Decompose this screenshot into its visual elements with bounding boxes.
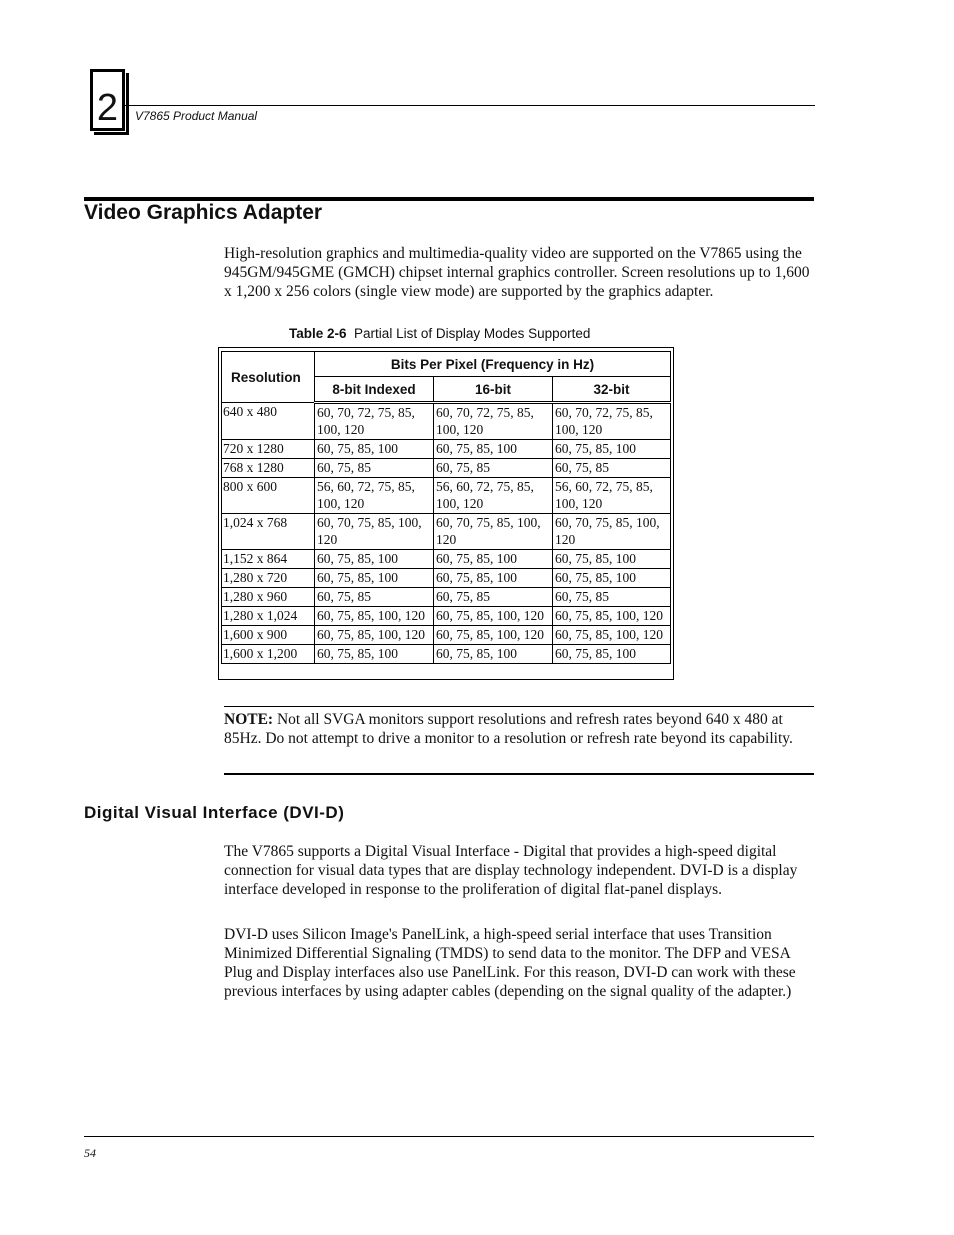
header-rule (125, 105, 815, 106)
cell-8bit: 60, 70, 75, 85, 100, 120 (315, 514, 434, 550)
table-row (222, 478, 671, 514)
cell-32bit: 60, 75, 85 (553, 588, 671, 607)
section-title: Video Graphics Adapter (84, 201, 323, 224)
column-header-8bit: 8-bit Indexed (315, 377, 434, 403)
cell-resolution: 1,280 x 720 (222, 569, 315, 588)
intro-paragraph: High-resolution graphics and multimedia-quality video are supported on the V7865 using the 945GM/945GME (GMCH) chipset internal graphics controller. Screen resolutions up to 1,600 x 1,200 x 256 colors (single view mode) are supported by the graphics adapter. (224, 245, 810, 300)
table-row (222, 588, 671, 607)
table-caption (289, 326, 590, 341)
cell-16bit: 60, 75, 85 (434, 459, 553, 478)
cell-16bit: 60, 75, 85, 100 (434, 440, 553, 459)
cell-8bit: 60, 75, 85, 100 (315, 569, 434, 588)
cell-8bit: 60, 75, 85 (315, 588, 434, 607)
column-header-32bit: 32-bit (553, 377, 671, 403)
column-group-header: Bits Per Pixel (Frequency in Hz) (315, 352, 671, 377)
column-header-16bit: 16-bit (434, 377, 553, 403)
cell-resolution: 640 x 480 (222, 403, 315, 440)
cell-8bit: 56, 60, 72, 75, 85, 100, 120 (315, 478, 434, 514)
note-rule-bottom (224, 773, 814, 775)
cell-resolution: 1,600 x 900 (222, 626, 315, 645)
cell-16bit: 60, 70, 72, 75, 85, 100, 120 (434, 403, 553, 440)
cell-32bit: 60, 70, 75, 85, 100, 120 (553, 514, 671, 550)
cell-16bit: 60, 70, 75, 85, 100, 120 (434, 514, 553, 550)
cell-resolution: 768 x 1280 (222, 459, 315, 478)
table-body (222, 403, 671, 664)
cell-16bit: 60, 75, 85, 100 (434, 550, 553, 569)
cell-32bit: 60, 75, 85, 100 (553, 645, 671, 664)
cell-8bit: 60, 70, 72, 75, 85, 100, 120 (315, 403, 434, 440)
subsection-title: Digital Visual Interface (DVI-D) (84, 803, 345, 822)
cell-8bit: 60, 75, 85, 100 (315, 440, 434, 459)
table-caption-label: Table 2-6 (289, 326, 347, 341)
cell-resolution: 800 x 600 (222, 478, 315, 514)
manual-title: V7865 Product Manual (135, 109, 258, 123)
cell-32bit: 60, 75, 85, 100 (553, 550, 671, 569)
page-number: 54 (84, 1146, 96, 1160)
note-rule-top (224, 706, 814, 707)
cell-16bit: 56, 60, 72, 75, 85, 100, 120 (434, 478, 553, 514)
cell-8bit: 60, 75, 85, 100, 120 (315, 626, 434, 645)
table-row (222, 459, 671, 478)
dvi-paragraph-2: DVI-D uses Silicon Image's PanelLink, a high-speed serial interface that uses Transition Minimized Differential Signaling (TMDS) to send data to the monitor. The DFP and VESA Plug and Display interfaces also use PanelLink. For this reason, DVI-D can work with these previous interfaces by using adapter cables (depending on the signal quality of the adapter.) (224, 926, 796, 1000)
cell-32bit: 60, 75, 85, 100 (553, 569, 671, 588)
table-row (222, 514, 671, 550)
column-header-resolution: Resolution (222, 352, 315, 403)
table-row (222, 403, 671, 440)
cell-32bit: 60, 75, 85, 100, 120 (553, 607, 671, 626)
cell-32bit: 60, 75, 85, 100 (553, 440, 671, 459)
chapter-number: 2 (96, 87, 119, 129)
footer-rule (84, 1136, 814, 1137)
table-row (222, 550, 671, 569)
cell-16bit: 60, 75, 85, 100, 120 (434, 607, 553, 626)
cell-8bit: 60, 75, 85, 100 (315, 645, 434, 664)
cell-resolution: 1,280 x 1,024 (222, 607, 315, 626)
cell-resolution: 720 x 1280 (222, 440, 315, 459)
cell-16bit: 60, 75, 85, 100 (434, 645, 553, 664)
cell-32bit: 60, 75, 85, 100, 120 (553, 626, 671, 645)
note-text: Not all SVGA monitors support resolutions and refresh rates beyond 640 x 480 at 85Hz. Do not attempt to drive a monitor to a resolution or refresh rate beyond its capability. (224, 711, 793, 747)
cell-32bit: 60, 70, 72, 75, 85, 100, 120 (553, 403, 671, 440)
cell-16bit: 60, 75, 85, 100, 120 (434, 626, 553, 645)
table-row (222, 626, 671, 645)
table-row (222, 440, 671, 459)
cell-8bit: 60, 75, 85 (315, 459, 434, 478)
cell-32bit: 56, 60, 72, 75, 85, 100, 120 (553, 478, 671, 514)
chapter-tab (90, 69, 125, 131)
table-row (222, 645, 671, 664)
cell-16bit: 60, 75, 85, 100 (434, 569, 553, 588)
table-caption-text: Partial List of Display Modes Supported (354, 326, 591, 341)
note (224, 710, 814, 748)
cell-resolution: 1,152 x 864 (222, 550, 315, 569)
cell-8bit: 60, 75, 85, 100 (315, 550, 434, 569)
table-row (222, 569, 671, 588)
display-modes-table (221, 351, 671, 664)
dvi-paragraph-1: The V7865 supports a Digital Visual Interface - Digital that provides a high-speed digital connection for visual data types that are display technology independent. DVI-D is a display interface developed in response to the proliferation of digital flat-panel displays. (224, 843, 798, 898)
cell-resolution: 1,280 x 960 (222, 588, 315, 607)
cell-32bit: 60, 75, 85 (553, 459, 671, 478)
table-row (222, 607, 671, 626)
cell-resolution: 1,600 x 1,200 (222, 645, 315, 664)
note-label: NOTE: (224, 711, 274, 728)
cell-8bit: 60, 75, 85, 100, 120 (315, 607, 434, 626)
cell-resolution: 1,024 x 768 (222, 514, 315, 550)
cell-16bit: 60, 75, 85 (434, 588, 553, 607)
